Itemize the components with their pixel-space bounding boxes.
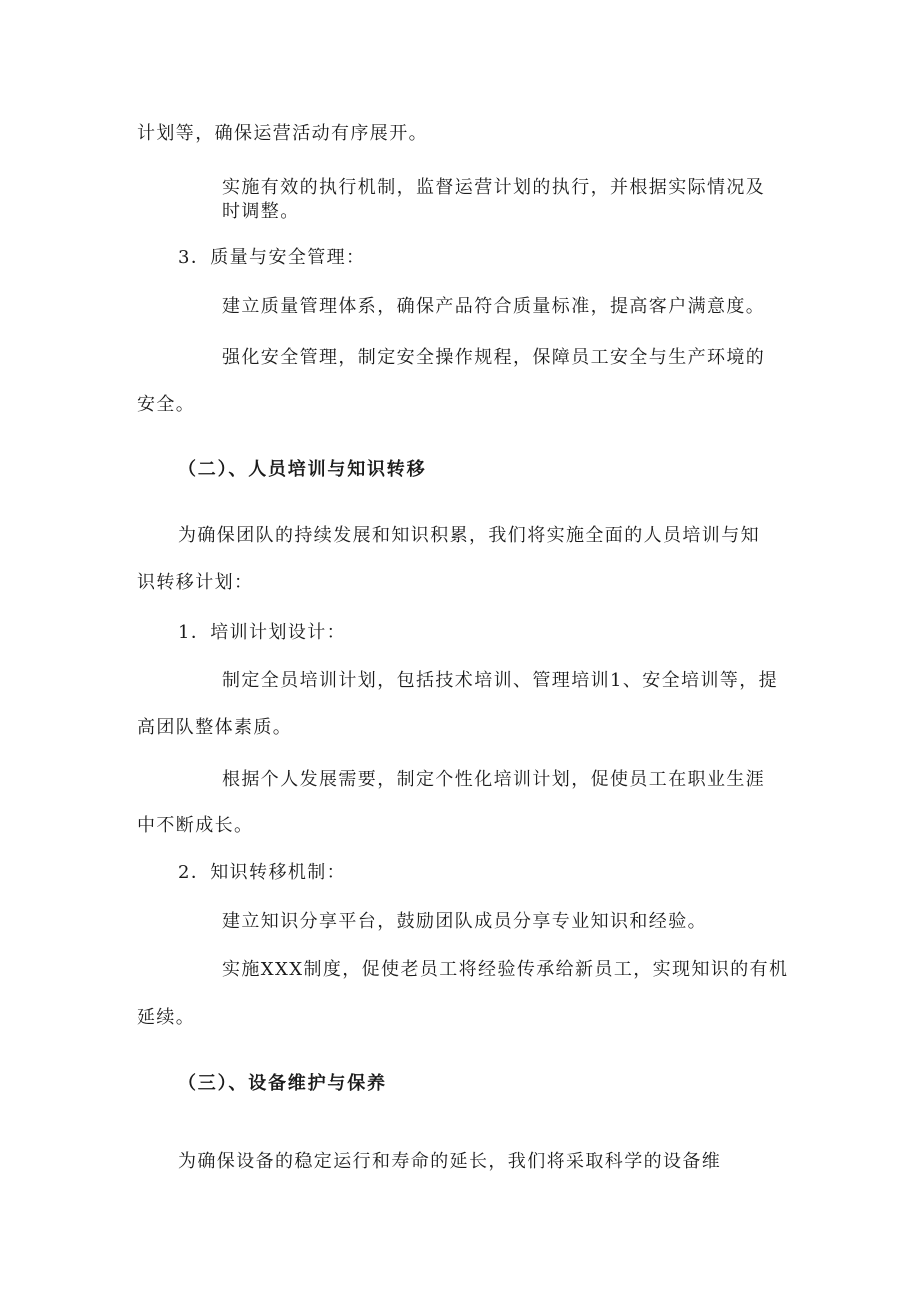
paragraph-line: 实施XXX制度，促使老员工将经验传承给新员工，实现知识的有机 [222, 959, 789, 980]
paragraph-line: 识转移计划： [137, 572, 254, 593]
paragraph-line: 实施有效的执行机制，监督运营计划的执行，并根据实际情况及 [222, 177, 766, 198]
list-item-heading: 1．培训计划设计： [178, 622, 347, 643]
paragraph-line: 中不断成长。 [137, 815, 254, 836]
paragraph-line: 高团队整体素质。 [137, 717, 293, 738]
paragraph-line: 安全。 [137, 394, 196, 415]
section-heading: （二）、人员培训与知识转移 [178, 459, 427, 480]
section-heading: （三）、设备维护与保养 [178, 1073, 387, 1094]
paragraph-line: 为确保设备的稳定运行和寿命的延长，我们将采取科学的设备维 [178, 1151, 722, 1172]
paragraph-line: 计划等，确保运营活动有序展开。 [137, 123, 428, 144]
paragraph-line: 强化安全管理，制定安全操作规程，保障员工安全与生产环境的 [222, 347, 766, 368]
paragraph-line: 时调整。 [222, 201, 300, 222]
paragraph-line: 根据个人发展需要，制定个性化培训计划，促使员工在职业生涯 [222, 769, 766, 790]
paragraph-line: 延续。 [137, 1007, 196, 1028]
paragraph-line: 制定全员培训计划，包括技术培训、管理培训1、安全培训等，提 [222, 670, 779, 691]
paragraph-line: 为确保团队的持续发展和知识积累，我们将实施全面的人员培训与知 [178, 525, 760, 546]
list-item-heading: 2．知识转移机制： [178, 862, 347, 883]
paragraph-line: 建立质量管理体系，确保产品符合质量标准，提高客户满意度。 [222, 296, 766, 317]
list-item-heading: 3．质量与安全管理： [178, 247, 366, 268]
paragraph-line: 建立知识分享平台，鼓励团队成员分享专业知识和经验。 [222, 911, 707, 932]
